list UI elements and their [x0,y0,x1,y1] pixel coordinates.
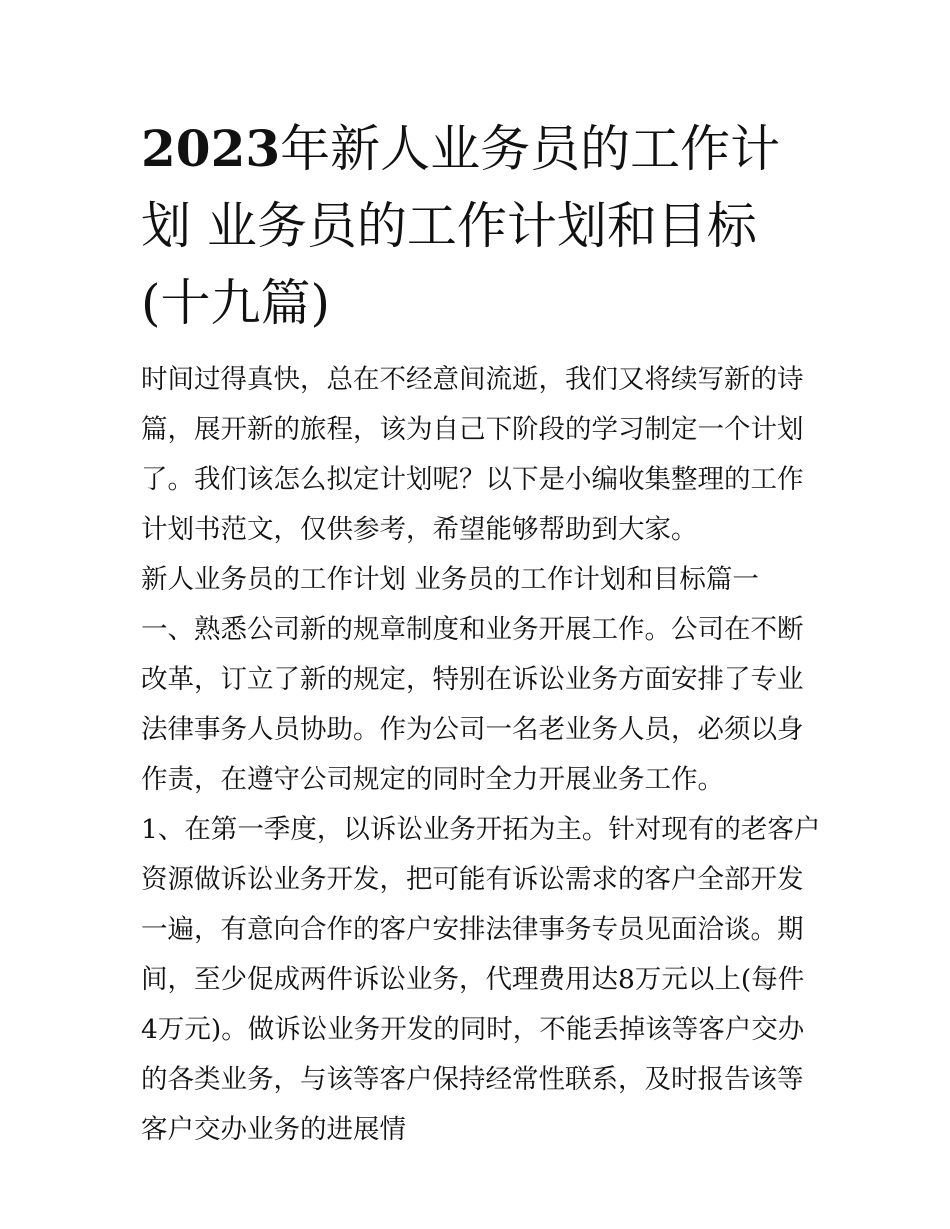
intro-paragraph: 时间过得真快，总在不经意间流逝，我们又将续写新的诗篇，展开新的旅程，该为自己下阶段的学习制定一个计划了。我们该怎么拟定计划呢？以下是小编收集整理的工作计划书范文，仅供参考，希望能够帮助到大家。 [141,364,804,545]
section-heading: 新人业务员的工作计划 业务员的工作计划和目标篇一 [141,564,759,595]
item-one-paragraph: 一、熟悉公司新的规章制度和业务开展工作。公司在不断改革，订立了新的规定，特别在诉讼业务方面安排了专业法律事务人员协助。作为公司一名老业务人员，必须以身作责，在遵守公司规定的同时全力开展业务工作。 [141,614,804,795]
title-text: 年新人业务员的工作计划 业务员的工作计划和目标(十九篇) [141,120,781,332]
document-title [141,110,821,342]
item-two-paragraph: 1、在第一季度，以诉讼业务开拓为主。针对现有的老客户资源做诉讼业务开发，把可能有诉讼需求的客户全部开发一遍，有意向合作的客户安排法律事务专员见面洽谈。期间，至少促成两件诉讼业务，代理费用达8万元以上(每件4万元)。做诉讼业务开发的同时，不能丢掉该等客户交办的各类业务，与该等客户保持经常性联系，及时报告该等客户交办业务的进展情 [141,814,821,1145]
title-year: 2023 [141,119,281,178]
